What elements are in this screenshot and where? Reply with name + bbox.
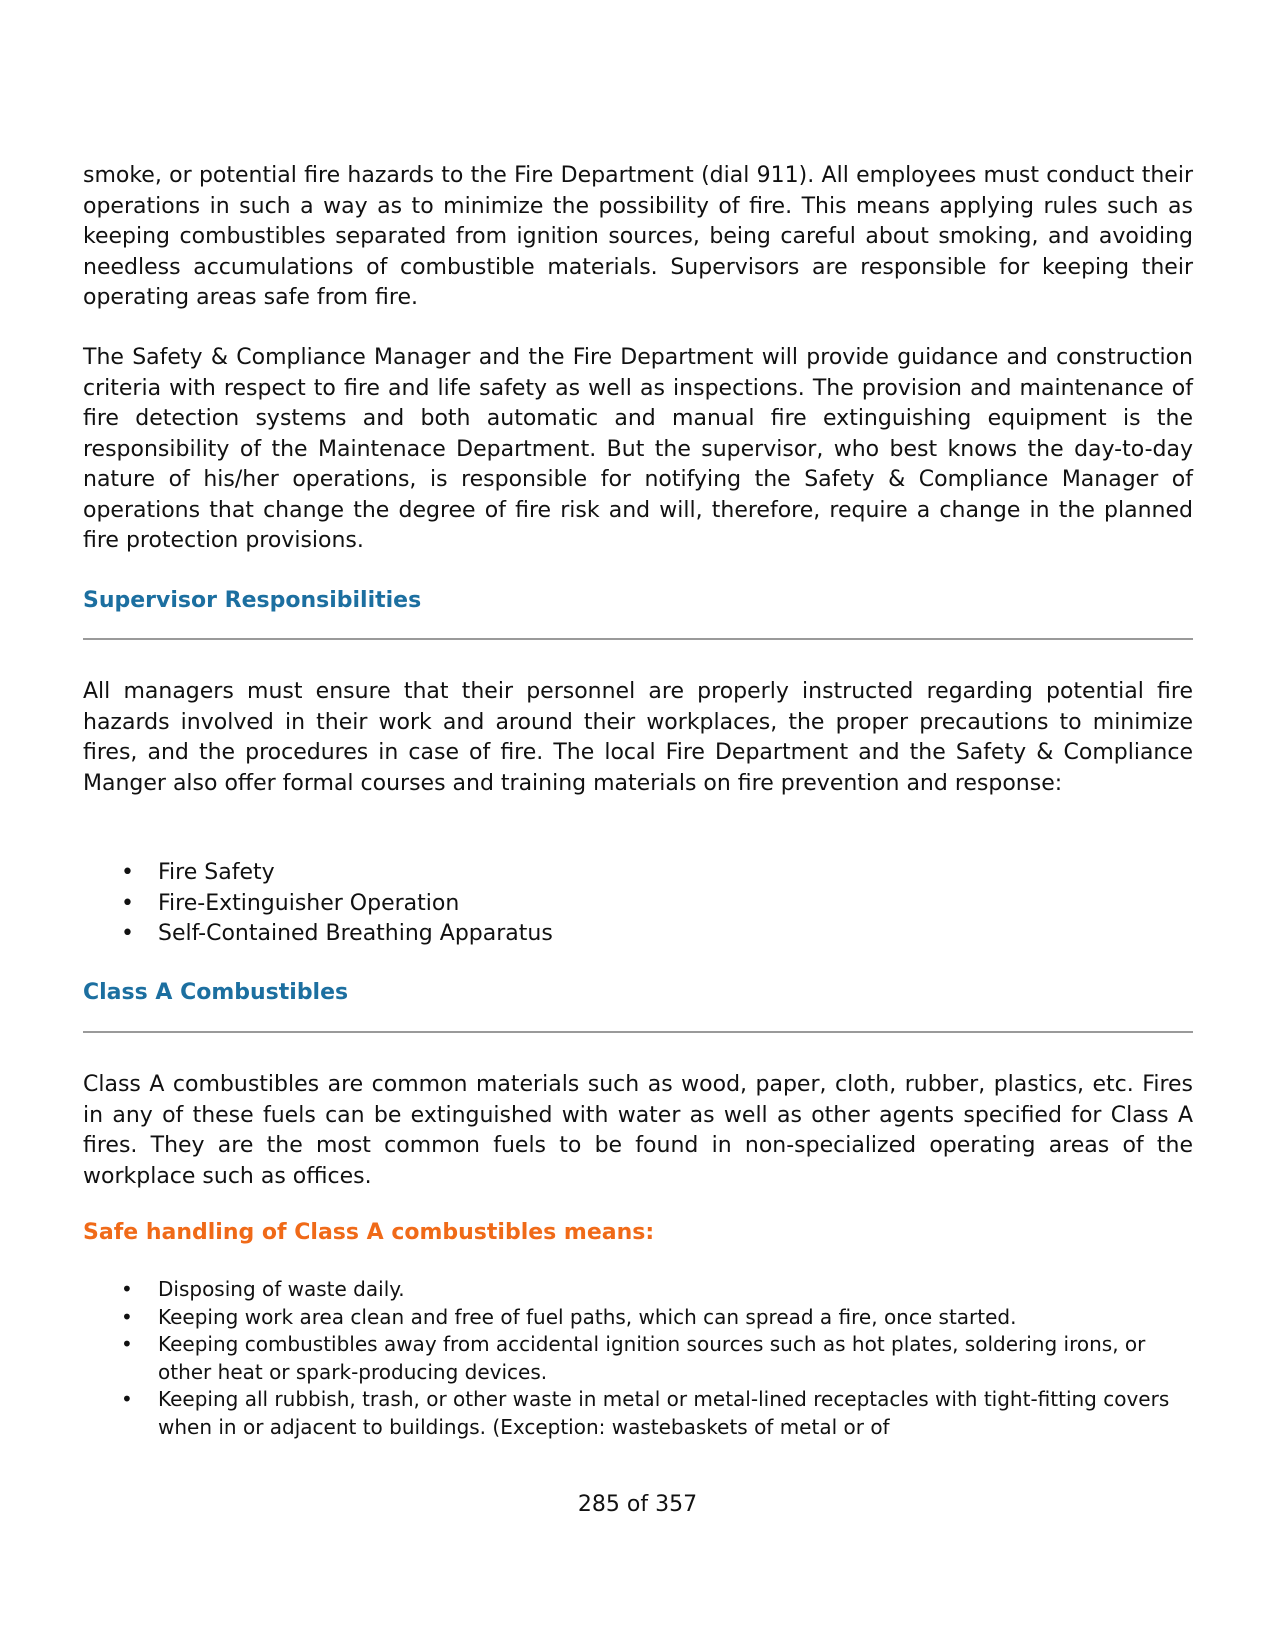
list-item bbox=[83, 889, 1193, 920]
bullet-icon: • bbox=[121, 1304, 133, 1329]
list-item-text: Keeping combustibles away from accidental ignition sources such as hot plates, soldering irons, or other heat or spark-producing devices. bbox=[158, 1332, 1146, 1384]
section-divider bbox=[83, 638, 1193, 640]
supervisor-responsibilities-heading: Supervisor Responsibilities bbox=[83, 588, 422, 613]
list-item bbox=[83, 1276, 1193, 1304]
supervisor-paragraph: All managers must ensure that their personnel are properly instructed regarding potential fire hazards involved in their work and around their workplaces, the proper precautions to minimize fires, and the procedures in case of fire. The local Fire Department and the Safety & Compliance Manger also offer formal courses and training materials on fire prevention and response: bbox=[83, 679, 1193, 796]
list-item-text: Fire Safety bbox=[158, 860, 275, 885]
list-item-text: Disposing of waste daily. bbox=[158, 1277, 405, 1301]
bullet-icon: • bbox=[121, 1387, 133, 1411]
list-item-text: Keeping work area clean and free of fuel paths, which can spread a fire, once started. bbox=[158, 1304, 1017, 1329]
list-item-text: Self-Contained Breathing Apparatus bbox=[158, 921, 553, 946]
list-item-text: Keeping all rubbish, trash, or other waste in metal or metal-lined receptacles with tight-fitting covers when in or adjacent to buildings. (Exception: wastebaskets of metal or of bbox=[158, 1387, 1170, 1439]
list-item-text: Fire-Extinguisher Operation bbox=[158, 890, 460, 916]
bullet-icon: • bbox=[121, 860, 134, 885]
list-item bbox=[83, 919, 1193, 950]
class-a-combustibles-heading: Class A Combustibles bbox=[83, 980, 349, 1005]
intro-paragraph: smoke, or potential fire hazards to the Fire Department (dial 911). All employees must conduct their operations in such a way as to minimize the possibility of fire. This means applying rules such as keeping combustibles separated from ignition sources, being careful about smoking, and avoiding needless accumulations of combustible materials. Supervisors are responsible for keeping their operating areas safe from fire. bbox=[83, 163, 1193, 310]
list-item bbox=[83, 1386, 1193, 1441]
manager-paragraph: The Safety & Compliance Manager and the Fire Department will provide guidance and construction criteria with respect to fire and life safety as well as inspections. The provision and maintenance of fire detection systems and both automatic and manual fire extinguishing equipment is the responsibility of the Maintenace Department. But the supervisor, who best knows the day-to-day nature of his/her operations, is responsible for notifying the Safety & Compliance Manager of operations that change the degree of fire risk and will, therefore, require a change in the planned fire protection provisions. bbox=[83, 345, 1193, 553]
section-divider bbox=[83, 1031, 1193, 1033]
safe-handling-list bbox=[83, 1276, 1193, 1441]
list-item bbox=[83, 1304, 1193, 1332]
list-item bbox=[83, 1331, 1193, 1386]
list-item bbox=[83, 858, 1193, 889]
bullet-icon: • bbox=[121, 921, 134, 946]
bullet-icon: • bbox=[121, 1332, 133, 1356]
bullet-icon: • bbox=[121, 1277, 133, 1301]
class-a-paragraph: Class A combustibles are common materials such as wood, paper, cloth, rubber, plastics, etc. Fires in any of these fuels can be extinguished with water as well as other agents specified for Class A fires. They are the most common fuels to be found in non-specialized operating areas of the workplace such as offices. bbox=[83, 1072, 1193, 1189]
bullet-icon: • bbox=[121, 890, 134, 916]
safe-handling-heading: Safe handling of Class A combustibles means: bbox=[83, 1220, 655, 1245]
page-number: 285 of 357 bbox=[577, 1492, 698, 1517]
courses-list bbox=[83, 858, 1193, 950]
